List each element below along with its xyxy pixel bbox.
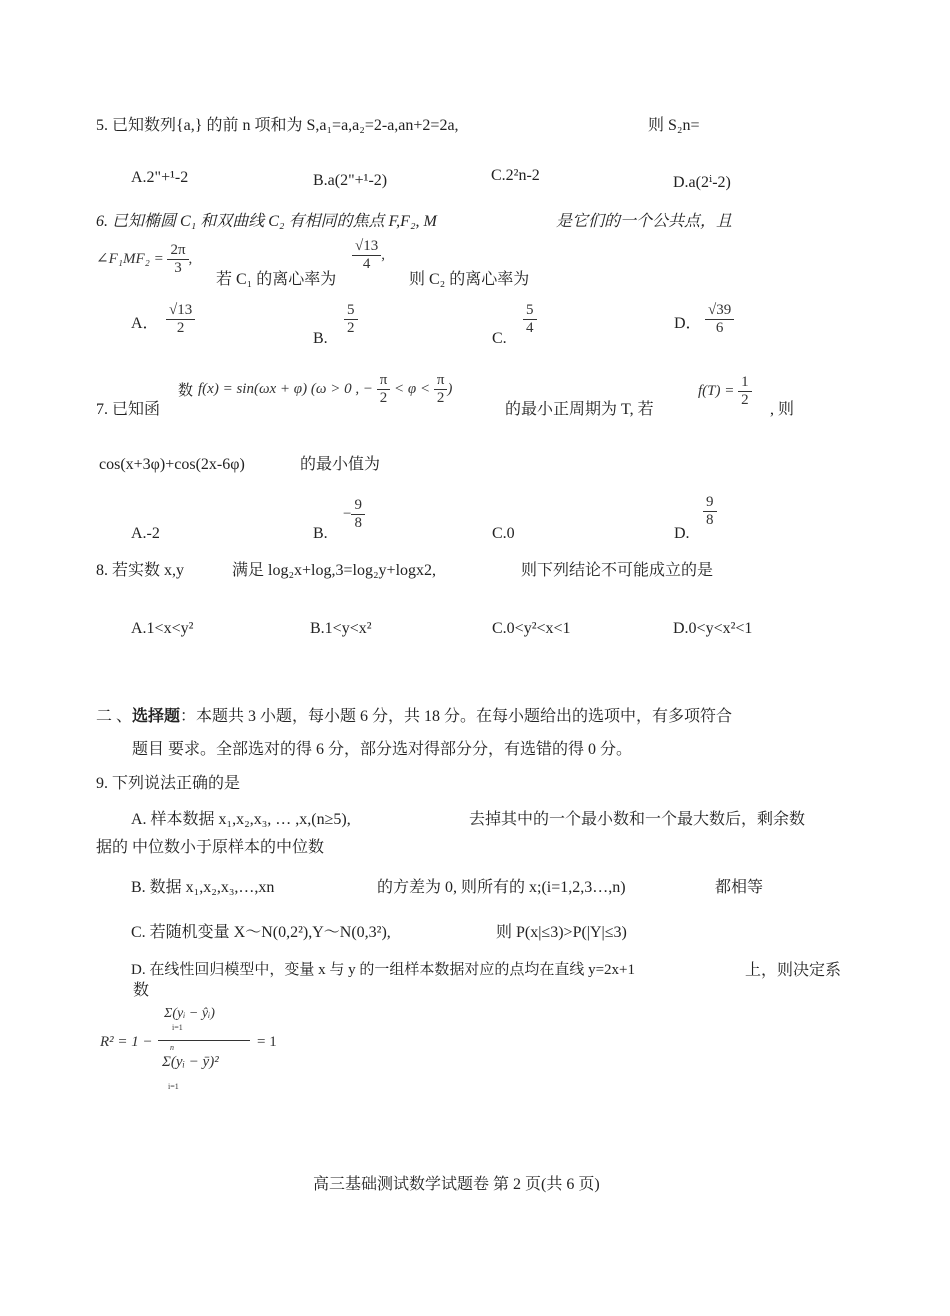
q9-option-d-tail: 上，则决定系	[745, 962, 842, 979]
q6-c-den: 4	[526, 320, 534, 337]
q6-angle-num: 2π	[167, 242, 188, 260]
r2-top: Σ(yᵢ − ŷᵢ)	[164, 1006, 215, 1021]
q9-option-d: D. 在线性回归模型中，变量 x 与 y 的一组样本数据对应的点均在直线 y=2x+1	[131, 962, 636, 978]
q5-option-d: D.a(2ⁱ-2)	[673, 174, 731, 191]
q5-stem: 5. 已知数列{a,} 的前 n 项和为 S,a₁=a,a₂=2-a,an+2=2a,	[96, 117, 459, 134]
section2-desc: ：本题共 3 小题，每小题 6 分，共 18 分。在每小题给出的选项中，有多项符合	[180, 708, 733, 725]
q6-ecc-den: 4	[362, 256, 371, 273]
q9-option-c: C. 若随机变量 X～N(0,2²),Y～N(0,3²),	[131, 924, 391, 941]
page-footer: 高三基础测试数学试题卷 第 2 页(共 6 页)	[313, 1176, 600, 1193]
q9-stem: 9. 下列说法正确的是	[96, 775, 241, 792]
q6-option-a-label: A．	[131, 315, 159, 332]
r2-lhs: R² = 1 −	[100, 1034, 153, 1050]
q7-option-d-label: D.	[674, 525, 690, 542]
section2-line2: 题目 要求。全部选对的得 6 分，部分选对得部分分，有选错的得 0 分。	[132, 741, 633, 758]
q7-option-b-label: B.	[313, 525, 328, 542]
q7-option-a: A.-2	[131, 525, 160, 542]
r2-top-index: i=1	[172, 1023, 183, 1032]
q6-stem: 6. 已知椭圆 C₁ 和双曲线 C₂ 有相同的焦点 F,F₂, M	[96, 213, 437, 230]
q6-mid2: 则 C₂ 的离心率为	[409, 271, 530, 288]
q9-option-b: B. 数据 x₁,x₂,x₃,…,xn	[131, 879, 275, 896]
q6-d-num: √39	[705, 302, 734, 320]
q6-d-den: 6	[715, 320, 724, 337]
q8-option-a: A.1<x<y²	[131, 620, 194, 637]
q5-tail: 则 S₂n=	[648, 117, 700, 134]
q7-cond-den-2: 2	[436, 390, 445, 407]
q8-option-d: D.0<y<x²<1	[673, 620, 753, 637]
q7-option-c: C.0	[492, 525, 515, 542]
q6-stem-tail: 是它们的一个公共点，且	[556, 213, 733, 230]
q7-cond-num-2: π	[434, 372, 448, 390]
q6-ecc-formula: $\frac{√13}{4}$ ,	[352, 238, 385, 274]
section2-heading	[96, 709, 732, 725]
q6-option-c-label: C.	[492, 330, 507, 347]
q8-stem: 8. 若实数 x,y	[96, 562, 185, 579]
q9-option-b-mid: 的方差为 0, 则所有的 x;(i=1,2,3…,n)	[377, 879, 626, 896]
q7-cond-end: )	[447, 381, 453, 398]
q9-option-a-tail: 去掉其中的一个最小数和一个最大数后，剩余数	[469, 811, 806, 828]
q6-option-c-value	[523, 302, 537, 338]
q7-ft: f(T) =	[698, 383, 735, 400]
q6-option-b-label: B.	[313, 330, 328, 347]
q7-then: , 则	[770, 401, 795, 418]
q6-angle-formula: ∠F₁MF₂ = $\frac{2\pi}{3}$ ,	[96, 242, 193, 277]
q9-option-b-tail: 都相等	[715, 879, 764, 896]
q5-option-a: A.2"+¹-2	[131, 169, 189, 186]
r2-bottom: Σ(yᵢ − ȳ)²	[162, 1054, 219, 1070]
r2-fraction-bar	[158, 1040, 250, 1041]
q8-tail: 则下列结论不可能成立的是	[521, 562, 714, 579]
q7-number: 7. 已知函	[96, 401, 161, 418]
r2-bottom-index: i=1	[168, 1082, 179, 1091]
q9-option-a-line2: 据的 中位数小于原样本的中位数	[96, 839, 325, 856]
q6-ecc-num: √13	[352, 238, 381, 256]
q7-line2-text: 的最小值为	[300, 456, 381, 473]
q6-c-num: 5	[523, 302, 537, 320]
q7-ft-formula	[698, 374, 752, 410]
q9-option-c-tail: 则 P(x|≤3)>P(|Y|≤3)	[496, 924, 627, 941]
q7-d-num: 9	[703, 494, 717, 512]
q6-mid1: 若 C₁ 的离心率为	[216, 271, 337, 288]
q7-func: f(x) = sin(ωx + φ)	[198, 381, 308, 398]
q6-a-den: 2	[176, 320, 185, 337]
q8-option-c: C.0<y²<x<1	[492, 620, 571, 637]
q5-option-b: B.a(2"+¹-2)	[313, 172, 388, 189]
q7-cond-num-1: π	[377, 372, 391, 390]
q9-option-d-line2: 数	[133, 982, 150, 999]
r2-bottom-n: n	[170, 1043, 174, 1052]
q6-b-den: 2	[347, 320, 355, 337]
q7-cond: (ω > 0 , −	[310, 381, 373, 398]
q7-option-d-value	[703, 494, 717, 530]
r2-rhs: = 1	[257, 1034, 277, 1050]
q6-angle-den: 3	[174, 260, 182, 277]
q7-b-sign: −	[343, 506, 352, 523]
q6-b-num: 5	[344, 302, 358, 320]
r2-fraction	[158, 1006, 258, 1094]
section2-prefix: 二 、	[96, 708, 133, 725]
q7-b-num: 9	[351, 497, 365, 515]
q6-angle-lhs: ∠F₁MF₂ =	[96, 251, 164, 268]
q7-d-den: 8	[706, 512, 714, 529]
q7-shu: 数	[178, 383, 194, 399]
q8-cond: 满足 log₂x+log,3=log₂y+logx2,	[232, 562, 437, 579]
q7-ft-den: 2	[741, 392, 749, 409]
q7-cond-den-1: 2	[379, 390, 388, 407]
q5-option-c: C.2²n-2	[491, 167, 540, 184]
q7-b-den: 8	[354, 515, 362, 532]
q6-option-d-label: D．	[674, 315, 702, 332]
q7-function-formula	[198, 372, 452, 408]
q7-cond-mid: < φ <	[394, 381, 431, 398]
q6-option-d-value	[705, 302, 734, 338]
q6-option-b-value	[344, 302, 358, 338]
section2-title: 选择题	[132, 708, 181, 725]
q8-option-b: B.1<y<x²	[310, 620, 372, 637]
q6-a-num: √13	[166, 302, 195, 320]
q7-after: 的最小正周期为 T, 若	[505, 401, 654, 418]
q7-option-b-value	[343, 497, 365, 533]
q6-option-a-value	[166, 302, 195, 338]
q9-option-a-line1: A. 样本数据 x₁,x₂,x₃, … ,x,(n≥5),	[131, 811, 351, 828]
q7-line2-expr: cos(x+3φ)+cos(2x-6φ)	[99, 456, 245, 473]
q7-ft-num: 1	[738, 374, 752, 392]
